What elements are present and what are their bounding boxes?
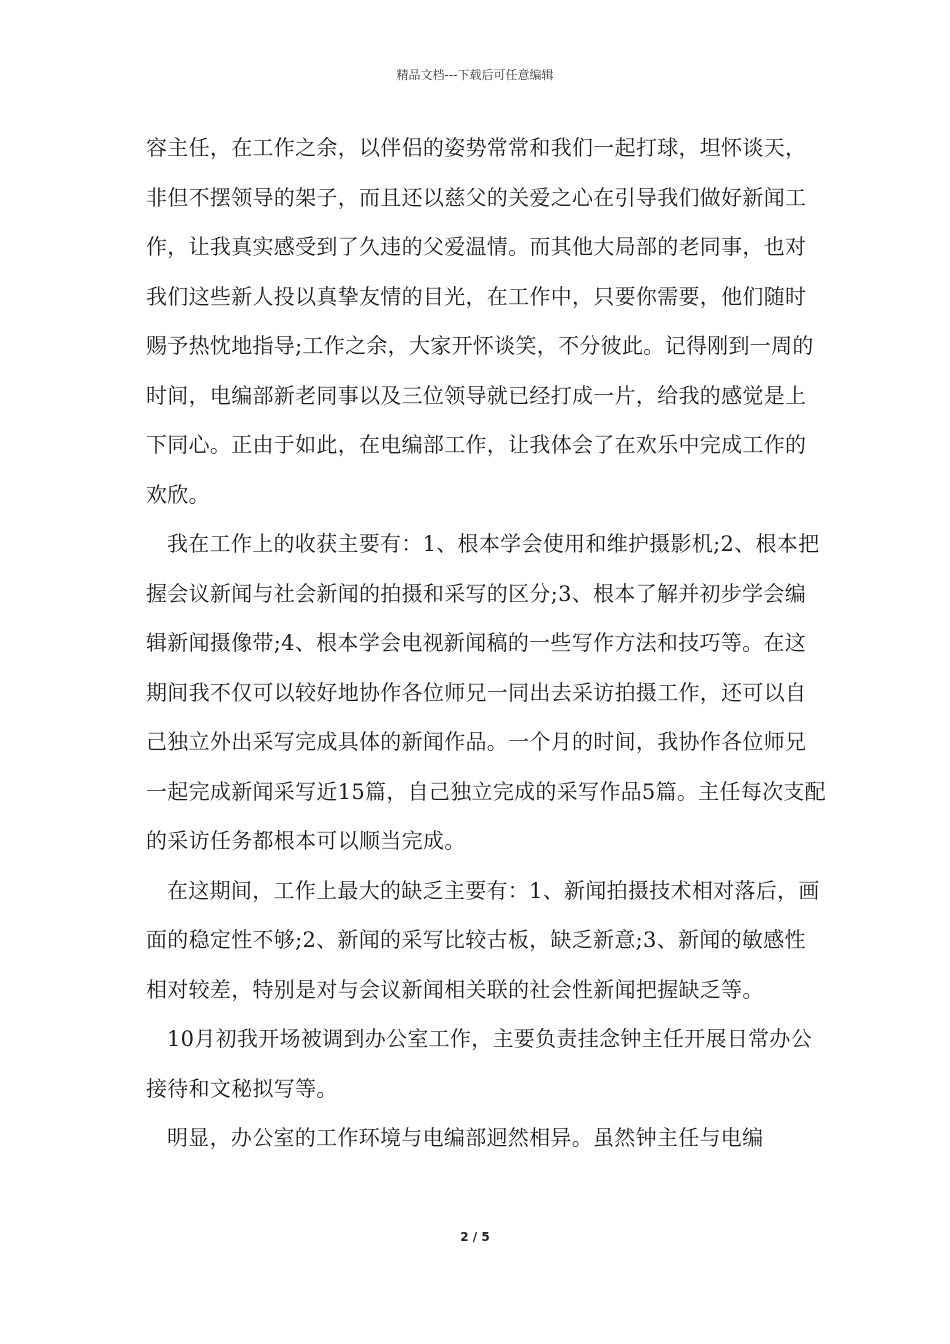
- paragraph-5: 明显，办公室的工作环境与电编部迥然相异。虽然钟主任与电编: [167, 1126, 764, 1150]
- paragraph-3: 在这期间，工作上最大的缺乏主要有：1、新闻拍摄技术相对落后，画面的稳定性不够;2、新闻的采写比较古板，缺乏新意;3、新闻的敏感性相对较差，特别是对与会议新闻相关联的社会性新闻把握缺乏等。: [146, 878, 820, 1002]
- page-header: 精品文档---下载后可任意编辑: [396, 68, 554, 82]
- document-body: [146, 124, 826, 1164]
- paragraph-1: 容主任，在工作之余，以伴侣的姿势常常和我们一起打球，坦怀谈天，非但不摆领导的架子，而且还以慈父的关爱之心在引导我们做好新闻工作，让我真实感受到了久违的父爱温情。而其他大局部的老同事，也对我们这些新人投以真挚友情的目光，在工作中，只要你需要，他们随时赐予热忱地指导;工作之余，大家开怀谈笑，不分彼此。记得刚到一周的时间，电编部新老同事以及三位领导就已经打成一片，给我的感觉是上下同心。正由于如此，在电编部工作，让我体会了在欢乐中完成工作的欢欣。: [146, 136, 814, 507]
- paragraph-2: 我在工作上的收获主要有：1、根本学会使用和维护摄影机;2、根本把握会议新闻与社会新闻的拍摄和采写的区分;3、根本了解并初步学会编辑新闻摄像带;4、根本学会电视新闻稿的一些写作方法和技巧等。在这期间我不仅可以较好地协作各位师兄一同出去采访拍摄工作，还可以自己独立外出采写完成具体的新闻作品。一个月的时间，我协作各位师兄一起完成新闻采写近15篇，自己独立完成的采写作品5篇。主任每次支配的采访任务都根本可以顺当完成。: [146, 532, 826, 853]
- page-number: 2 / 5: [460, 1230, 490, 1244]
- paragraph-4: 10月初我开场被调到办公室工作，主要负责挂念钟主任开展日常办公接待和文秘拟写等。: [146, 1027, 813, 1101]
